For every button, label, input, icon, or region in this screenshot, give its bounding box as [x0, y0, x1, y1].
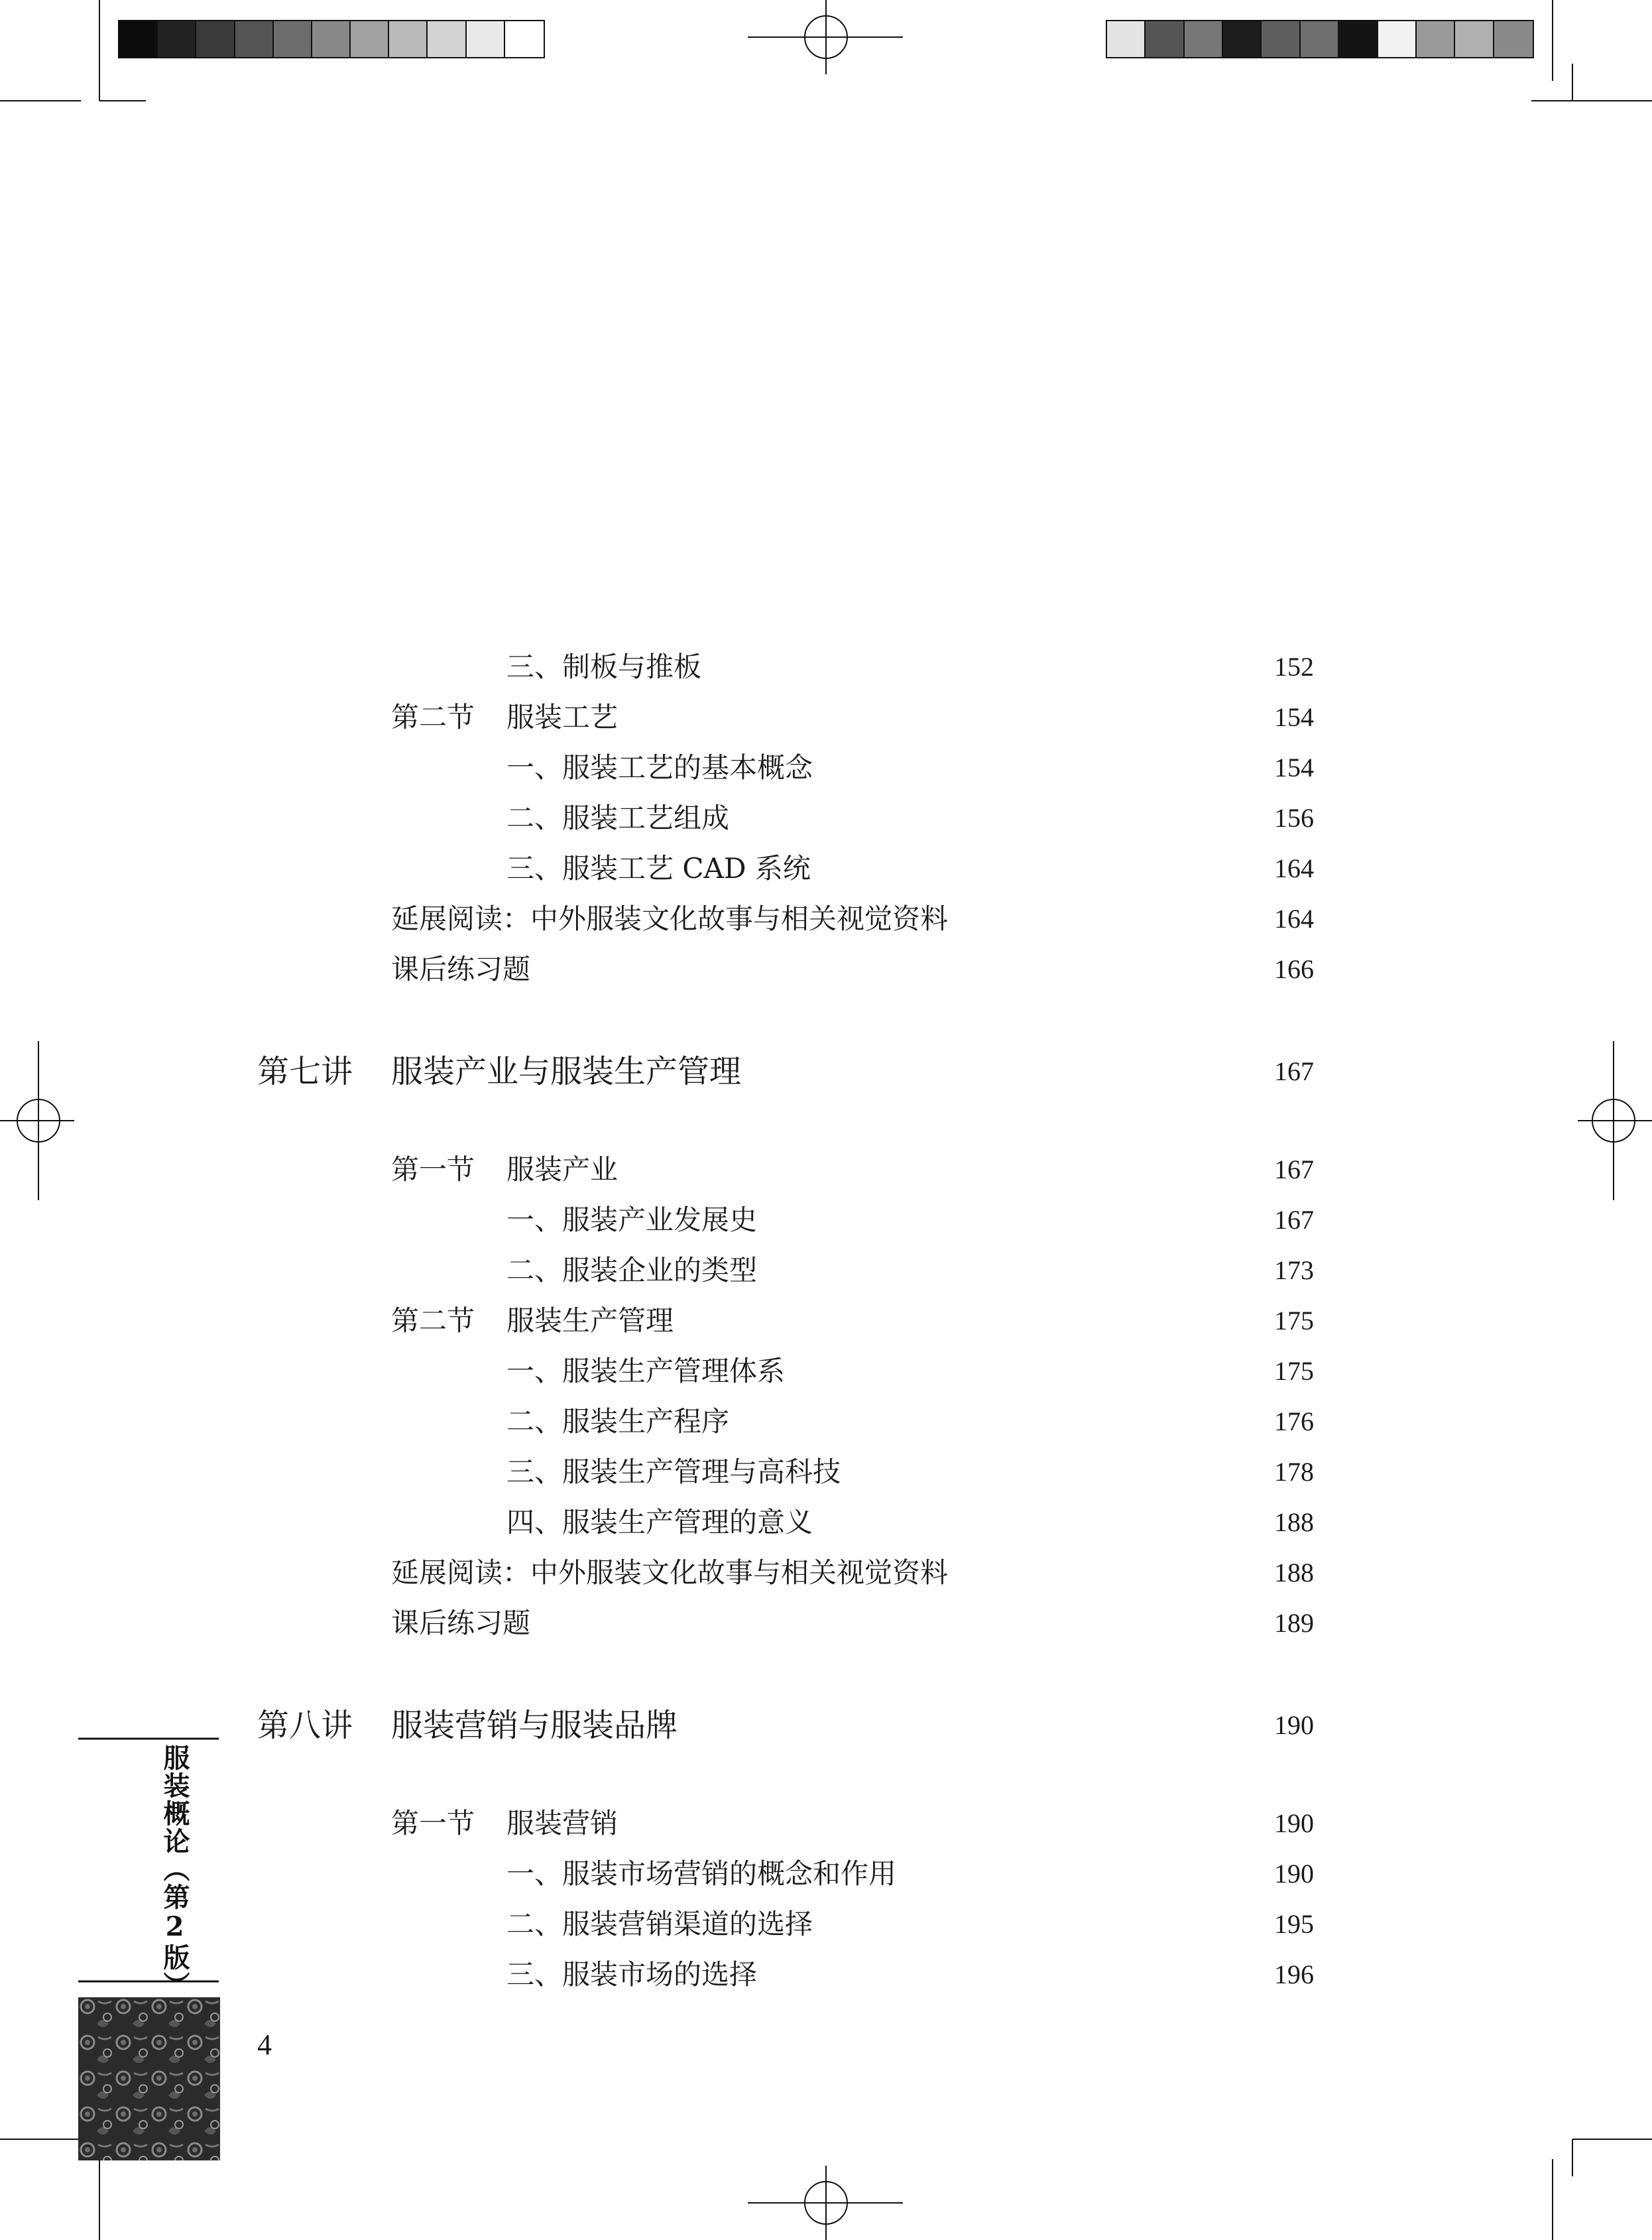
- chapter-title: 服装营销与服装品牌: [391, 1707, 678, 1744]
- section-title: 服装生产管理: [506, 1304, 674, 1337]
- toc-page-number: 167: [1274, 1205, 1314, 1235]
- toc-page-number: 164: [1274, 904, 1314, 934]
- chapter-number: 第七讲: [257, 1053, 353, 1090]
- page-number: 4: [257, 2028, 272, 2061]
- toc-entry-section: [0, 1296, 1652, 1346]
- toc-entry-misc: [0, 1548, 1652, 1598]
- toc-entry-misc: [0, 894, 1652, 944]
- item-title: 二、服装工艺组成: [506, 802, 730, 834]
- toc-entry-item: [0, 1245, 1652, 1296]
- item-title: 一、服装工艺的基本概念: [506, 751, 813, 784]
- item-title: 三、服装生产管理与高科技: [506, 1456, 841, 1488]
- toc-entry-item: [0, 642, 1652, 692]
- item-title: 一、服装市场营销的概念和作用: [506, 1857, 897, 1890]
- toc-page-number: 190: [1274, 1710, 1314, 1740]
- toc-page-number: 178: [1274, 1457, 1314, 1487]
- toc-page-number: 188: [1274, 1507, 1314, 1537]
- item-title: 一、服装产业发展史: [506, 1204, 758, 1236]
- toc-entry-item: [0, 1497, 1652, 1548]
- toc-page-number: 166: [1274, 954, 1314, 984]
- misc-title: 课后练习题: [391, 953, 531, 985]
- toc-page-number: 152: [1274, 652, 1314, 682]
- toc-entry-section: [0, 1145, 1652, 1195]
- chapter-number: 第八讲: [257, 1707, 353, 1744]
- toc-page-number: 156: [1274, 803, 1314, 833]
- toc-page-number: 175: [1274, 1356, 1314, 1386]
- misc-title: 课后练习题: [391, 1607, 531, 1639]
- toc-entry-section: [0, 1798, 1652, 1849]
- toc-entry-item: [0, 1950, 1652, 2000]
- toc-entry-item: [0, 743, 1652, 793]
- section-number: 第二节: [391, 1304, 475, 1337]
- item-title: 三、服装市场的选择: [506, 1958, 758, 1991]
- section-number: 第一节: [391, 1807, 475, 1839]
- toc-page-number: 167: [1274, 1154, 1314, 1184]
- item-title: 三、制板与推板: [506, 651, 702, 683]
- toc-page-number: 190: [1274, 1808, 1314, 1838]
- misc-title: 延展阅读：中外服装文化故事与相关视觉资料: [391, 1556, 949, 1589]
- item-title: 二、服装企业的类型: [506, 1254, 758, 1286]
- toc-entry-section: [0, 692, 1652, 743]
- section-title: 服装工艺: [506, 701, 619, 733]
- item-title: 一、服装生产管理体系: [506, 1355, 786, 1387]
- toc-page-number: 195: [1274, 1909, 1314, 1939]
- toc-entry-chapter: [0, 1700, 1652, 1751]
- toc-entry-item: [0, 1397, 1652, 1447]
- item-title: 三、服装工艺 CAD 系统: [506, 852, 811, 885]
- toc-page-number: 167: [1274, 1056, 1314, 1086]
- toc-page-number: 196: [1274, 1960, 1314, 1989]
- item-title: 二、服装营销渠道的选择: [506, 1908, 813, 1940]
- toc-entry-item: [0, 843, 1652, 894]
- toc-entry-item: [0, 1899, 1652, 1950]
- toc-page-number: 189: [1274, 1608, 1314, 1638]
- toc-page-number: 154: [1274, 753, 1314, 782]
- toc-page-number: 190: [1274, 1859, 1314, 1889]
- toc-entry-item: [0, 1346, 1652, 1397]
- misc-title: 延展阅读：中外服装文化故事与相关视觉资料: [391, 902, 949, 935]
- section-number: 第一节: [391, 1153, 475, 1186]
- toc-entry-item: [0, 1849, 1652, 1899]
- toc-page-number: 154: [1274, 702, 1314, 732]
- section-title: 服装产业: [506, 1153, 619, 1186]
- toc-page-number: 175: [1274, 1306, 1314, 1336]
- toc-page-number: 164: [1274, 853, 1314, 883]
- toc-entry-item: [0, 793, 1652, 843]
- toc-entry-item: [0, 1447, 1652, 1497]
- item-title: 四、服装生产管理的意义: [506, 1506, 813, 1538]
- chapter-title: 服装产业与服装生产管理: [391, 1053, 742, 1090]
- item-title: 二、服装生产程序: [506, 1405, 730, 1438]
- toc-page-number: 188: [1274, 1558, 1314, 1587]
- section-number: 第二节: [391, 701, 475, 733]
- toc-entry-chapter: [0, 1046, 1652, 1097]
- toc-entry-misc: [0, 944, 1652, 995]
- toc-page-number: 176: [1274, 1406, 1314, 1436]
- spine-book-title: 服装概论（第2版）: [159, 1744, 190, 1999]
- section-title: 服装营销: [506, 1807, 619, 1839]
- toc-page-number: 173: [1274, 1255, 1314, 1285]
- decorative-cloud-pattern: [78, 1997, 220, 2160]
- toc-entry-item: [0, 1195, 1652, 1245]
- toc-entry-misc: [0, 1598, 1652, 1649]
